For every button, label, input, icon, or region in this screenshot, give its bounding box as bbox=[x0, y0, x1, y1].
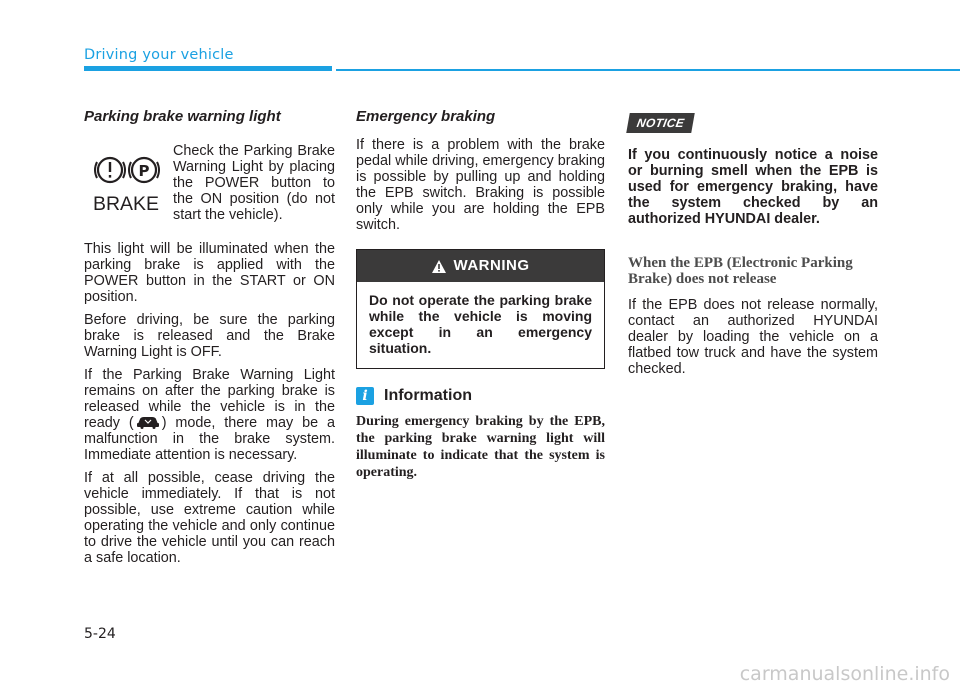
information-header bbox=[356, 387, 605, 405]
paragraph-emergency-braking: If there is a problem with the brake pedal while driving, emergency braking is possible by pulling up and holding the EPB switch. Braking is possible only while you are holding the EPB switch. bbox=[356, 137, 605, 233]
watermark-text: carmanualsonline.info bbox=[739, 663, 950, 685]
subheading-epb-not-release: When the EPB (Electronic Parking Brake) does not release bbox=[628, 255, 853, 287]
lamp-row bbox=[84, 119, 335, 241]
information-label: Information bbox=[384, 387, 472, 404]
notice-badge: NOTICE bbox=[626, 113, 695, 133]
warning-text: Do not operate the parking brake while the vehicle is moving except in an emergency situation. bbox=[369, 292, 592, 356]
information-text: During emergency braking by the EPB, the parking brake warning light will illuminate to indicate that the system is operating. bbox=[356, 414, 605, 480]
paragraph-remains-on-end: ) mode, there may be a malfunction in the brake system. Immediate attention is necessary. bbox=[84, 415, 335, 463]
column-emergency-braking bbox=[356, 108, 605, 481]
brake-warning-lamp-icon bbox=[90, 153, 162, 217]
paragraph-epb-not-release: If the EPB does not release normally, contact an authorized HYUNDAI dealer by loading the vehicle on a flatbed tow truck and have the system checked. bbox=[628, 297, 878, 377]
column-parking-brake-warning bbox=[84, 108, 335, 573]
svg-text:P: P bbox=[138, 162, 150, 180]
paragraph-remains-on-start: If the Parking Brake Warning Light remains on after the parking brake is released while the vehicle is in the ready ( bbox=[84, 367, 335, 431]
warning-box bbox=[356, 249, 605, 369]
page-number: 5-24 bbox=[84, 626, 116, 642]
column-notice bbox=[628, 113, 878, 384]
ready-car-icon bbox=[135, 415, 161, 429]
warning-triangle-icon bbox=[432, 260, 446, 273]
notice-text: If you continuously notice a noise or burning smell when the EPB is used for emergency braking, have the system checked by an authorized HYUNDAI dealer. bbox=[628, 147, 878, 227]
heading-parking-brake-warning-light: Parking brake warning light bbox=[84, 108, 281, 125]
header-bar-thin bbox=[336, 69, 960, 71]
lamp-check-text: Check the Parking Brake Warning Light by placing the POWER button to the ON position (do not start the vehicle). bbox=[173, 143, 335, 223]
info-icon: i bbox=[356, 387, 374, 405]
warning-label: WARNING bbox=[453, 257, 530, 274]
paragraph-cease-driving: If at all possible, cease driving the vehicle immediately. If that is not possible, use extreme caution while operating the vehicle and only continue to drive the vehicle until you can reach a safe location. bbox=[84, 470, 335, 566]
warning-header bbox=[357, 250, 604, 282]
lamp-icon-label: BRAKE bbox=[93, 194, 159, 215]
paragraph-illuminated: This light will be illuminated when the parking brake is applied with the POWER button in the START or ON position. bbox=[84, 241, 335, 305]
paragraph-remains-on bbox=[84, 367, 335, 463]
heading-emergency-braking: Emergency braking bbox=[356, 108, 496, 125]
header-bar-thick bbox=[84, 66, 332, 71]
section-header-title: Driving your vehicle bbox=[84, 47, 234, 63]
paragraph-before-driving: Before driving, be sure the parking brake is released and the Brake Warning Light is OFF. bbox=[84, 312, 335, 360]
